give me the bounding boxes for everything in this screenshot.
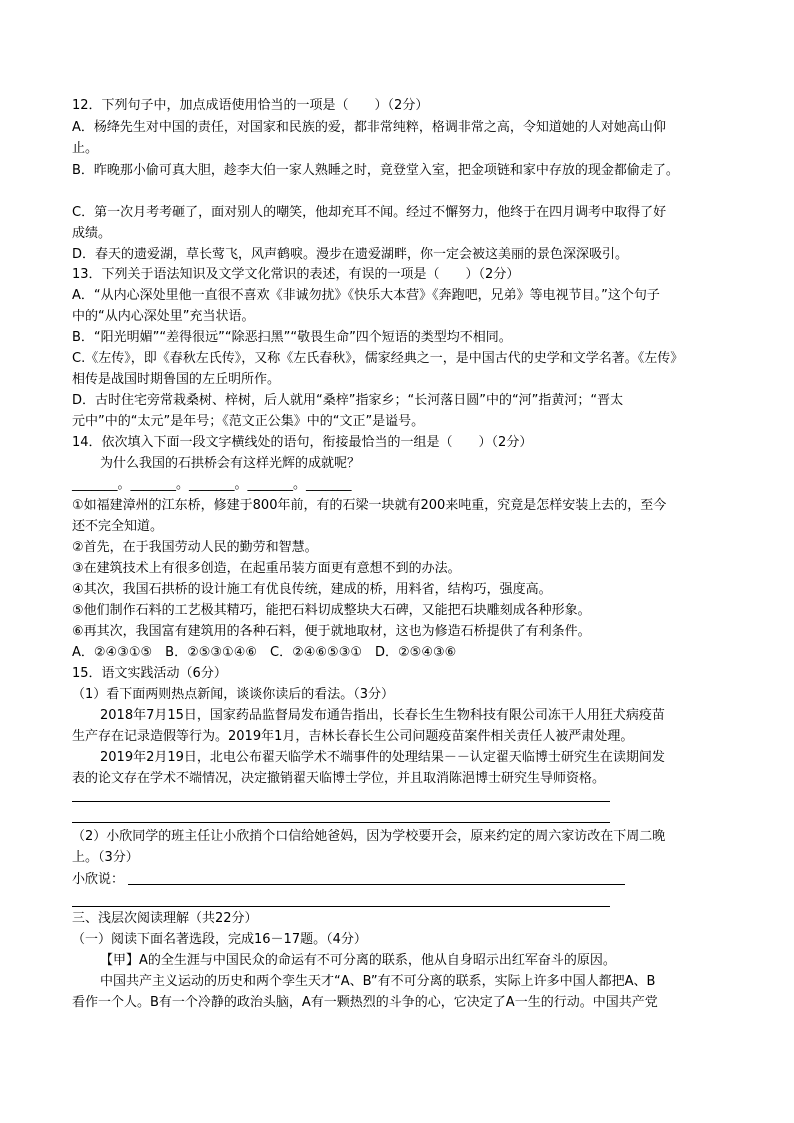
answer-line-2[interactable]	[72, 822, 610, 823]
q12-option-a-cont: 止。	[72, 141, 99, 156]
passage-line-3: 看作一个人。B有一个冷静的政治头脑，A有一颗热烈的斗争的心，它决定了A一生的行动。中国共产党	[72, 995, 658, 1010]
q14-blanks: _______。_______。_______。_______。_______	[72, 477, 352, 492]
q13-option-d-cont: 元中”中的“太元”是年号；《范文正公集》中的“文正”是谥号。	[72, 414, 425, 429]
answer-line-xiaoxin[interactable]	[128, 884, 625, 885]
q13-option-c-cont: 相传是战国时期鲁国的左丘明所作。	[72, 372, 281, 387]
q15-news-2-cont: 表的论文存在学术不端情况，决定撤销翟天临博士学位，并且取消陈浥博士研究生导师资格。	[72, 771, 606, 786]
q15-news-1: 2018年7月15日，国家药品监督局发布通告指出，长春长生生物科技有限公司冻干人用狂犬病疫苗	[100, 708, 665, 723]
q14-choices: A．②④③①⑤ B．②⑤③①④⑥ C．②④⑥⑤③① D．②⑤④③⑥	[72, 645, 457, 660]
q14-sentence-6: ⑥再其次，我国富有建筑用的各种石料，便于就地取材，这也为修造石桥提供了有利条件。	[72, 624, 591, 639]
q14-sentence-3: ③在建筑技术上有很多创造，在起重吊装方面更有意想不到的办法。	[72, 561, 461, 576]
q15-part-2: （2）小欣同学的班主任让小欣捎个口信给她爸妈，因为学校要开会，原来约定的周六家访改在下周二晚	[72, 829, 666, 844]
q12-option-c-cont: 成绩。	[72, 226, 112, 241]
q14-stem: 14．依次填入下面一段文字横线处的语句，衔接最恰当的一组是（ ）（2分）	[72, 435, 533, 450]
q13-option-a: A．“从内心深处里他一直很不喜欢《非诚勿扰》《快乐大本营》《奔跑吧，兄弟》等电视节目。”这个句子	[72, 288, 660, 303]
q14-sentence-4: ④其次，我国石拱桥的设计施工有优良传统，建成的桥，用料省，结构巧，强度高。	[72, 582, 552, 597]
q15-stem: 15．语文实践活动（6分）	[72, 666, 227, 681]
q14-sentence-5: ⑤他们制作石料的工艺极其精巧，能把石料切成整块大石碑，又能把石块雕刻成各种形象。	[72, 603, 591, 618]
q12-option-d: D．春天的遗爱湖，草长莺飞，风声鹤唳。漫步在遗爱湖畔，你一定会被这美丽的景色深深吸引。	[72, 247, 629, 262]
q14-sentence-1: ①如福建漳州的江东桥，修建于800年前，有的石梁一块就有200来吨重，究竟是怎样安装上去的，至今	[72, 498, 667, 513]
q13-option-c: C.《左传》，即《春秋左氏传》，又称《左氏春秋》，儒家经典之一，是中国古代的史学和文学名著。《左传》	[72, 351, 684, 366]
q15-part-1: （1）看下面两则热点新闻，谈谈你读后的看法。（3分）	[72, 687, 395, 702]
q14-lead-sentence: 为什么我国的石拱桥会有这样光辉的成就呢？	[100, 456, 361, 471]
q13-option-a-cont: 中的“从内心深处里”充当状语。	[72, 309, 255, 324]
passage-line-1: 【甲】A的全生涯与中国民众的命运有不可分离的联系，他从自身昭示出红军奋斗的原因。	[100, 953, 616, 968]
q13-option-d: D．古时住宅旁常栽桑树、梓树，后人就用“桑梓”指家乡；“长河落日圆”中的“河”指黄河；“晋太	[72, 393, 624, 408]
q12-option-a: A．杨绛先生对中国的责任，对国家和民族的爱，都非常纯粹，格调非常之高，令知道她的人对她高山仰	[72, 120, 666, 135]
answer-line-1[interactable]	[72, 801, 610, 802]
q12-stem: 12．下列句子中，加点成语使用恰当的一项是（ ）（2分）	[72, 98, 429, 113]
q13-option-b: B．“阳光明媚”“差得很远”“除恶扫黑”“敬畏生命”四个短语的类型均不相同。	[72, 330, 512, 345]
q15-part-2-cont: 上。（3分）	[72, 850, 139, 865]
q13-stem: 13．下列关于语法知识及文学文化常识的表述，有误的一项是（ ）（2分）	[72, 267, 520, 282]
q14-sentence-2: ②首先，在于我国劳动人民的勤劳和智慧。	[72, 540, 318, 555]
section-3-subtitle: （一）阅读下面名著选段，完成16－17题。（4分）	[72, 932, 367, 947]
q12-option-b: B．昨晚那小偷可真大胆，趁李大伯一家人熟睡之时，竟登堂入室，把金项链和家中存放的现金都偷走了。	[72, 163, 679, 178]
q14-sentence-1-cont: 还不完全知道。	[72, 519, 164, 534]
passage-line-2: 中国共产主义运动的历史和两个孪生天才“A、B”有不可分离的联系，实际上许多中国人都把A、B	[100, 974, 656, 989]
q12-option-c: C．第一次月考考砸了，面对别人的嘲笑，他却充耳不闻。经过不懈努力，他终于在四月调考中取得了好	[72, 205, 667, 220]
section-3-title: 三、浅层次阅读理解（共22分）	[72, 911, 258, 926]
q15-news-1-cont: 生产存在记录造假等行为。2019年1月，吉林长春长生公司问题疫苗案件相关责任人被严肃处理。	[72, 729, 634, 744]
answer-line-3[interactable]	[72, 906, 610, 907]
q15-xiaoxin-says-label: 小欣说：	[72, 872, 125, 887]
q15-news-2: 2019年2月19日，北电公布翟天临学术不端事件的处理结果－－认定翟天临博士研究生在读期间发	[100, 750, 665, 765]
